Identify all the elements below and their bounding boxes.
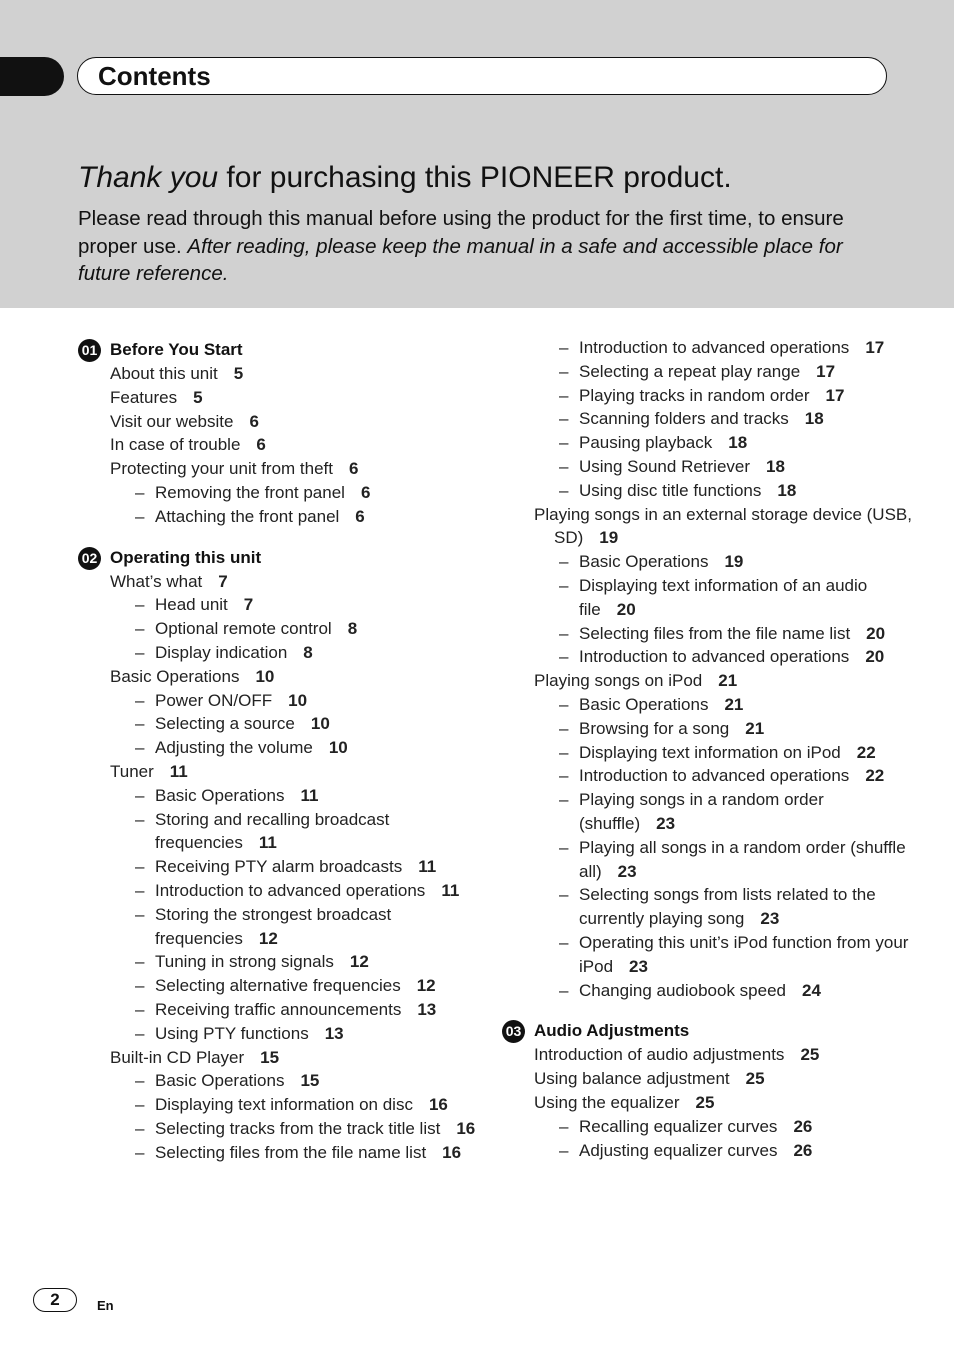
toc-subentry[interactable]	[78, 784, 478, 808]
toc-page-number: 10	[328, 738, 348, 758]
toc-entry-text: Recalling equalizer curves	[579, 1116, 778, 1136]
toc-page-number: 23	[617, 861, 637, 881]
toc-subentry[interactable]	[78, 950, 478, 974]
toc-subentry[interactable]	[502, 455, 922, 479]
toc-page-number: 26	[793, 1116, 813, 1136]
toc-page-number: 6	[355, 506, 365, 526]
dash-bullet: –	[135, 1118, 145, 1138]
dash-bullet: –	[135, 952, 145, 972]
toc-subentry[interactable]	[502, 336, 922, 360]
toc-subentry[interactable]	[502, 645, 922, 669]
section-title: Before You Start	[110, 340, 243, 359]
toc-entry-text: Storing and recalling broadcast frequencies	[155, 809, 390, 853]
dash-bullet: –	[135, 690, 145, 710]
toc-entry-text: Playing songs on iPod	[534, 671, 703, 691]
toc-page-number: 6	[349, 459, 359, 479]
toc-entry[interactable]	[502, 503, 922, 551]
toc-entry-text: Pausing playback	[579, 433, 713, 453]
toc-subentry[interactable]	[502, 479, 922, 503]
section-gap	[78, 529, 478, 546]
toc-entry-text: Displaying text information on iPod	[579, 742, 841, 762]
toc-entry-text: Selecting files from the file name list	[155, 1142, 427, 1162]
dash-bullet: –	[559, 718, 569, 738]
toc-subentry[interactable]	[502, 1115, 922, 1139]
toc-page-number: 8	[303, 642, 313, 662]
page-number: 2	[33, 1288, 77, 1312]
toc-subentry[interactable]	[78, 903, 478, 951]
toc-entry-text: Basic Operations	[155, 785, 285, 805]
toc-entry-text: Playing songs in an external storage device (USB, SD)	[534, 504, 912, 548]
toc-page-number: 16	[456, 1118, 476, 1138]
toc-subentry[interactable]	[78, 879, 478, 903]
section-gap	[502, 1002, 922, 1019]
toc-entry-text: Adjusting equalizer curves	[579, 1140, 778, 1160]
toc-entry-text: Attaching the front panel	[155, 506, 340, 526]
toc-entry[interactable]	[78, 760, 478, 784]
dash-bullet: –	[135, 714, 145, 734]
toc-page-number: 11	[418, 857, 437, 877]
toc-page-number: 17	[825, 385, 845, 405]
contents-heading-box	[77, 57, 887, 95]
toc-subentry[interactable]	[502, 836, 922, 884]
toc-subentry[interactable]	[502, 693, 922, 717]
toc-entry-text: Using PTY functions	[155, 1023, 309, 1043]
toc-subentry[interactable]	[78, 481, 478, 505]
toc-entry-text: Display indication	[155, 642, 288, 662]
toc-page-number: 25	[800, 1045, 820, 1065]
toc-page-number: 5	[233, 364, 244, 383]
toc-page-number: 23	[656, 813, 676, 833]
toc-subentry[interactable]	[78, 1141, 478, 1165]
toc-page-number: 23	[629, 956, 648, 976]
toc-page-number: 12	[258, 928, 278, 948]
toc-page-number: 12	[349, 952, 369, 972]
toc-entry-text: Receiving traffic announcements	[155, 999, 402, 1019]
toc-subentry[interactable]	[502, 741, 922, 765]
section-number-badge: 03	[502, 1020, 525, 1043]
dash-bullet: –	[135, 642, 145, 662]
toc-page-number: 18	[766, 456, 785, 476]
toc-entry-text: Optional remote control	[155, 619, 332, 639]
dash-bullet: –	[559, 338, 569, 357]
toc-page-number: 8	[347, 619, 358, 639]
dash-bullet: –	[559, 361, 569, 381]
toc-page-number: 6	[249, 411, 259, 431]
dash-bullet: –	[559, 433, 569, 453]
toc-page-number: 6	[256, 435, 266, 455]
toc-subentry[interactable]	[78, 1069, 478, 1093]
section-tab-marker	[0, 57, 64, 96]
toc-entry-text: Browsing for a song	[579, 718, 730, 738]
dash-bullet: –	[135, 738, 145, 758]
toc-entry-text: Selecting songs from lists related to the currently playing song	[579, 885, 876, 929]
dash-bullet: –	[559, 766, 569, 786]
section-number-badge: 02	[78, 547, 101, 570]
toc-page-number: 11	[441, 880, 460, 900]
toc-page-number: 16	[442, 1142, 462, 1162]
toc-entry-text: Selecting alternative frequencies	[155, 976, 401, 996]
toc-page-number: 20	[616, 599, 636, 619]
dash-bullet: –	[135, 976, 145, 996]
toc-entry-text: Selecting a source	[155, 714, 295, 734]
toc-entry[interactable]	[78, 570, 478, 594]
toc-entry-text: Visit our website	[110, 411, 234, 431]
toc-entry-text: Basic Operations	[110, 666, 240, 686]
toc-page-number: 19	[724, 552, 744, 572]
toc-subentry[interactable]	[78, 593, 478, 617]
thank-you-italic: Thank you	[78, 161, 219, 194]
toc-entry[interactable]	[502, 1043, 922, 1067]
toc-entry-text: About this unit	[110, 364, 218, 383]
toc-subentry[interactable]	[502, 883, 922, 931]
dash-bullet: –	[559, 1140, 569, 1160]
toc-subentry[interactable]	[78, 974, 478, 998]
toc-page-number: 15	[300, 1071, 320, 1091]
dash-bullet: –	[135, 1142, 145, 1162]
dash-bullet: –	[559, 1116, 569, 1136]
toc-page-number: 11	[300, 785, 319, 805]
contents-title: Contents	[98, 61, 211, 91]
toc-subentry[interactable]	[78, 505, 478, 529]
toc-page-number: 22	[865, 766, 885, 786]
toc-entry[interactable]	[502, 669, 922, 693]
section-heading[interactable]	[78, 338, 478, 362]
toc-page-number: 5	[193, 387, 203, 407]
dash-bullet: –	[135, 1095, 145, 1115]
section-title: Operating this unit	[110, 547, 262, 567]
toc-entry-text: Introduction to advanced operations	[579, 338, 850, 357]
toc-page-number: 21	[718, 671, 738, 691]
toc-entry-text: Features	[110, 387, 178, 407]
dash-bullet: –	[559, 837, 569, 857]
toc-entry-text: Tuner	[110, 761, 154, 781]
toc-entry-text: Selecting files from the file name list	[579, 623, 851, 643]
toc-subentry[interactable]	[78, 641, 478, 665]
toc-page-number: 17	[816, 361, 836, 381]
toc-entry[interactable]	[78, 410, 478, 434]
section-heading[interactable]	[502, 1019, 922, 1043]
toc-page-number: 22	[856, 742, 876, 762]
toc-subentry[interactable]	[78, 855, 478, 879]
toc-subentry[interactable]	[78, 689, 478, 713]
toc-subentry[interactable]	[502, 622, 922, 646]
toc-subentry[interactable]	[502, 931, 922, 979]
toc-entry-text: Playing tracks in random order	[579, 385, 810, 405]
toc-page-number: 15	[260, 1047, 280, 1067]
toc-subentry[interactable]	[502, 788, 922, 836]
toc-entry[interactable]	[502, 1067, 922, 1091]
toc-subentry[interactable]	[78, 998, 478, 1022]
toc-subentry[interactable]	[502, 407, 922, 431]
toc-page-number: 21	[724, 694, 744, 714]
intro-paragraph	[78, 205, 890, 288]
toc-left-column	[78, 338, 478, 1165]
toc-entry-text: Operating this unit’s iPod function from your iPod	[579, 932, 909, 976]
toc-subentry[interactable]	[78, 1117, 478, 1141]
dash-bullet: –	[559, 575, 569, 595]
dash-bullet: –	[559, 885, 569, 905]
toc-page-number: 12	[416, 976, 436, 996]
dash-bullet: –	[135, 857, 145, 877]
toc-entry-text: Introduction to advanced operations	[579, 647, 850, 667]
toc-subentry[interactable]	[78, 617, 478, 641]
dash-bullet: –	[559, 480, 569, 500]
toc-subentry[interactable]	[502, 384, 922, 408]
toc-subentry[interactable]	[502, 431, 922, 455]
toc-subentry[interactable]	[502, 764, 922, 788]
toc-page-number: 11	[169, 761, 188, 781]
dash-bullet: –	[559, 647, 569, 667]
toc-page-number: 25	[695, 1092, 715, 1112]
toc-page-number: 23	[760, 909, 780, 929]
toc-subentry[interactable]	[502, 1139, 922, 1163]
toc-entry[interactable]	[78, 1046, 478, 1070]
toc-entry-text: Selecting a repeat play range	[579, 361, 801, 381]
dash-bullet: –	[559, 552, 569, 572]
toc-page-number: 16	[428, 1095, 448, 1115]
thank-you-heading	[78, 158, 732, 198]
toc-page-number: 7	[218, 571, 228, 591]
toc-entry-text: Displaying text information on disc	[155, 1095, 413, 1115]
toc-entry-text: Head unit	[155, 595, 228, 615]
toc-entry-text: Protecting your unit from theft	[110, 459, 333, 479]
toc-page-number: 18	[728, 433, 748, 453]
intro-plain: Please read through this manual before using the product for the first time, to ensure proper use.	[78, 207, 844, 258]
toc-subentry[interactable]	[502, 979, 922, 1003]
dash-bullet: –	[559, 694, 569, 714]
toc-entry-text: Displaying text information of an audio file	[579, 575, 868, 619]
toc-entry-text: Basic Operations	[579, 694, 709, 714]
section-heading[interactable]	[78, 546, 478, 570]
toc-entry-text: Using the equalizer	[534, 1092, 680, 1112]
toc-entry[interactable]	[502, 1091, 922, 1115]
toc-page-number: 13	[324, 1023, 344, 1043]
toc-entry-text: Introduction to advanced operations	[155, 880, 426, 900]
dash-bullet: –	[559, 385, 569, 405]
toc-entry[interactable]	[78, 386, 478, 410]
toc-entry-text: Basic Operations	[579, 552, 709, 572]
toc-page-number: 10	[255, 666, 275, 686]
dash-bullet: –	[135, 1023, 145, 1043]
toc-page-number: 20	[866, 623, 886, 643]
toc-subentry[interactable]	[78, 1093, 478, 1117]
toc-entry-text: Removing the front panel	[155, 482, 345, 502]
toc-page-number: 10	[288, 690, 308, 710]
toc-entry[interactable]	[78, 433, 478, 457]
toc-page-number: 17	[865, 338, 885, 357]
thank-you-rest: for purchasing this PIONEER product.	[218, 161, 732, 194]
toc-page-number: 10	[310, 714, 330, 734]
toc-subentry[interactable]	[78, 736, 478, 760]
toc-entry-text: Scanning folders and tracks	[579, 409, 789, 429]
toc-entry-text: Introduction to advanced operations	[579, 766, 850, 786]
dash-bullet: –	[559, 456, 569, 476]
toc-page-number: 24	[802, 980, 821, 1000]
toc-page-number: 21	[745, 718, 765, 738]
toc-page-number: 6	[360, 482, 371, 502]
toc-entry[interactable]	[78, 362, 478, 386]
toc-entry-text: Playing all songs in a random order (shuffle all)	[579, 837, 906, 881]
dash-bullet: –	[135, 482, 145, 502]
dash-bullet: –	[135, 999, 145, 1019]
toc-page-number: 7	[243, 595, 254, 615]
toc-entry-text: Power ON/OFF	[155, 690, 273, 710]
toc-entry-text: Storing the strongest broadcast frequencies	[155, 904, 392, 948]
dash-bullet: –	[135, 619, 145, 639]
toc-entry-text: Built-in CD Player	[110, 1047, 245, 1067]
toc-entry-text: What’s what	[110, 571, 203, 591]
toc-entry-text: Tuning in strong signals	[155, 952, 334, 972]
toc-page-number: 19	[599, 528, 619, 548]
toc-page-number: 20	[865, 647, 885, 667]
toc-page-number: 18	[804, 409, 824, 429]
dash-bullet: –	[559, 980, 569, 1000]
toc-entry-text: Using Sound Retriever	[579, 456, 751, 476]
toc-subentry[interactable]	[78, 808, 478, 856]
toc-entry-text: Using balance adjustment	[534, 1069, 730, 1089]
dash-bullet: –	[135, 595, 145, 615]
toc-page-number: 26	[793, 1140, 813, 1160]
dash-bullet: –	[559, 409, 569, 429]
toc-entry-text: Adjusting the volume	[155, 738, 313, 758]
language-code: En	[97, 1298, 114, 1313]
toc-entry[interactable]	[78, 457, 478, 481]
toc-subentry[interactable]	[502, 717, 922, 741]
toc-page-number: 18	[777, 480, 797, 500]
toc-page-number: 11	[258, 833, 277, 853]
toc-subentry[interactable]	[502, 360, 922, 384]
toc-subentry[interactable]	[502, 574, 922, 622]
toc-entry[interactable]	[78, 665, 478, 689]
toc-entry-text: In case of trouble	[110, 435, 241, 455]
toc-subentry[interactable]	[78, 1022, 478, 1046]
section-number-badge: 01	[78, 339, 101, 362]
toc-entry-text: Introduction of audio adjustments	[534, 1045, 785, 1065]
toc-entry-text: Using disc title functions	[579, 480, 762, 500]
dash-bullet: –	[135, 904, 145, 924]
toc-entry-text: Selecting tracks from the track title list	[155, 1118, 441, 1138]
dash-bullet: –	[135, 506, 145, 526]
toc-subentry[interactable]	[78, 712, 478, 736]
toc-subentry[interactable]	[502, 550, 922, 574]
dash-bullet: –	[559, 790, 569, 810]
toc-entry-text: Playing songs in a random order (shuffle)	[579, 790, 824, 833]
dash-bullet: –	[559, 623, 569, 643]
toc-entry-text: Receiving PTY alarm broadcasts	[155, 857, 403, 877]
dash-bullet: –	[559, 932, 569, 952]
toc-page-number: 25	[745, 1069, 765, 1089]
toc-page-number: 13	[417, 999, 437, 1019]
dash-bullet: –	[135, 880, 145, 900]
toc-entry-text: Basic Operations	[155, 1071, 285, 1091]
dash-bullet: –	[135, 809, 145, 829]
intro-italic: After reading, please keep the manual in a safe and accessible place for future reference.	[78, 234, 843, 285]
toc-entry-text: Changing audiobook speed	[579, 980, 787, 1000]
dash-bullet: –	[135, 1071, 145, 1091]
dash-bullet: –	[135, 785, 145, 805]
section-title: Audio Adjustments	[534, 1021, 690, 1041]
dash-bullet: –	[559, 742, 569, 762]
toc-right-column	[502, 336, 922, 1162]
